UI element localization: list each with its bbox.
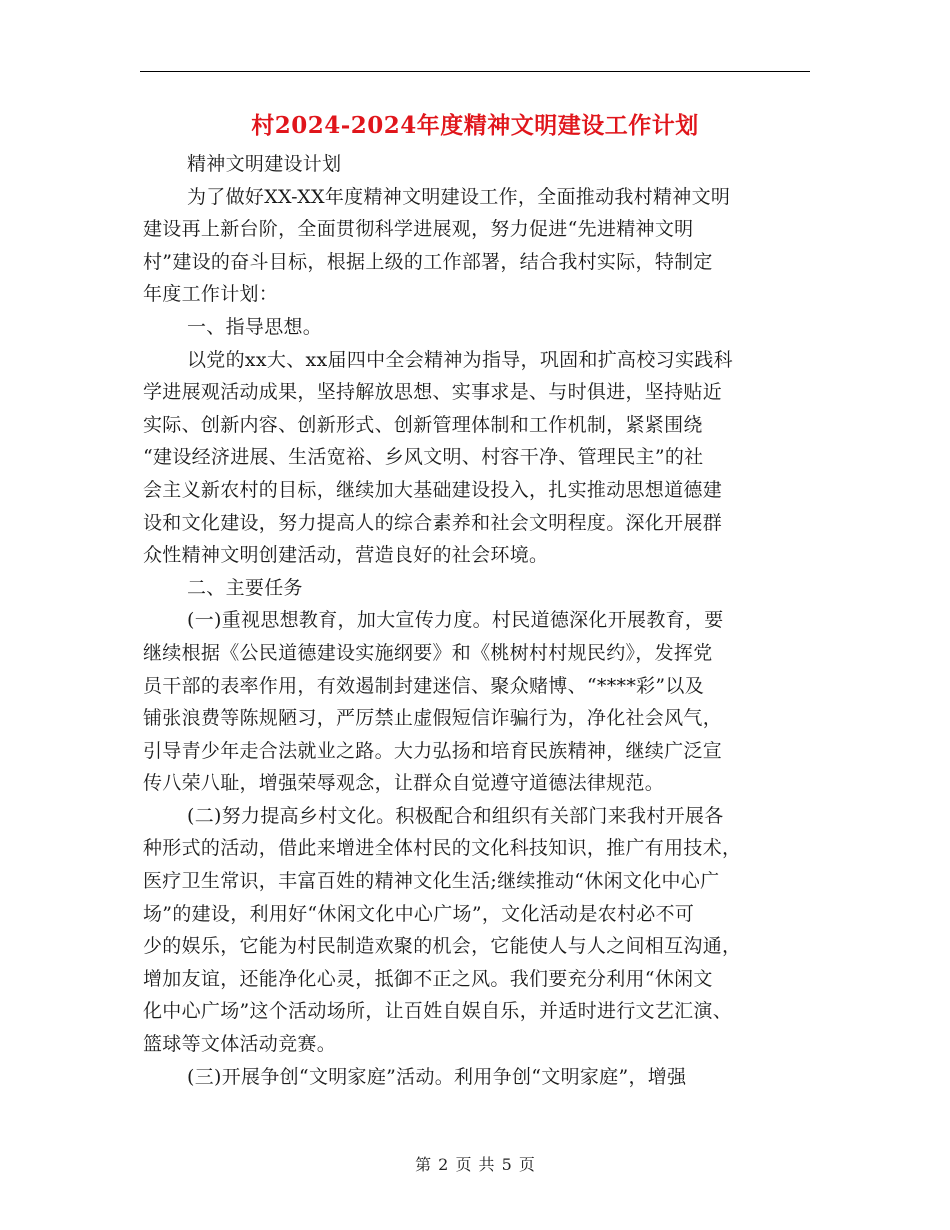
document-body: [143, 148, 815, 1093]
text-line: 实际、创新内容、创新形式、创新管理体制和工作机制，紧紧围绕: [143, 413, 703, 436]
text-line: (三)开展争创“文明家庭”活动。利用争创“文明家庭”，增强: [187, 1065, 687, 1088]
text-line: 学进展观活动成果，坚持解放思想、实事求是、与时俱进，坚持贴近: [143, 381, 723, 404]
text-line: 引导青少年走合法就业之路。大力弘扬和培育民族精神，继续广泛宣: [143, 739, 723, 762]
text-line: 医疗卫生常识，丰富百姓的精神文化生活;继续推动“休闲文化中心广: [143, 870, 720, 893]
text-line: 传八荣八耻，增强荣辱观念，让群众自觉遵守道德法律规范。: [143, 772, 665, 795]
text-line: 种形式的活动，借此来增进全体村民的文化科技知识，推广有用技术，: [143, 837, 742, 860]
text-line: 众性精神文明创建活动，营造良好的社会环境。: [143, 544, 549, 567]
text-line: 设和文化建设，努力提高人的综合素养和社会文明程度。深化开展群: [143, 511, 723, 534]
text-line: “建设经济进展、生活宽裕、乡风文明、村容干净、管理民主”的社: [143, 446, 704, 469]
text-line: 场”的建设，利用好“休闲文化中心广场”，文化活动是农村必不可: [143, 902, 695, 925]
text-line: (二)努力提高乡村文化。积极配合和组织有关部门来我村开展各: [187, 804, 724, 827]
page-footer: 第 2 页 共 5 页: [415, 1155, 535, 1174]
text-line: 继续根据《公民道德建设实施纲要》和《桃树村村规民约》，发挥党: [143, 641, 713, 664]
text-line: 一、指导思想。: [187, 315, 323, 338]
text-line: 铺张浪费等陈规陋习，严厉禁止虚假短信诈骗行为，净化社会风气，: [143, 707, 723, 730]
text-line: 村”建设的奋斗目标，根据上级的工作部署，结合我村实际，特制定: [143, 250, 713, 273]
text-line: 精神文明建设计划: [187, 153, 342, 175]
text-line: 二、主要任务: [187, 576, 303, 599]
text-line: 年度工作计划：: [143, 283, 279, 306]
header-rule: [140, 71, 810, 72]
text-line: 增加友谊，还能净化心灵，抵御不正之风。我们要充分利用“休闲文: [143, 967, 713, 990]
text-line: 篮球等文体活动竞赛。: [143, 1033, 337, 1056]
text-line: 以党的xx大、xx届四中全会精神为指导，巩固和扩高校习实践科: [187, 348, 733, 371]
text-line: 建设再上新台阶，全面贯彻科学进展观，努力促进“先进精神文明: [143, 218, 694, 241]
text-line: 为了做好XX-XX年度精神文明建设工作，全面推动我村精神文明: [187, 185, 731, 208]
text-line: 少的娱乐，它能为村民制造欢聚的机会，它能使人与人之间相互沟通，: [143, 935, 742, 958]
text-line: (一)重视思想教育，加大宣传力度。村民道德深化开展教育，要: [187, 609, 724, 632]
text-line: 员干部的表率作用，有效遏制封建迷信、聚众赌博、“****彩”以及: [143, 674, 705, 697]
text-line: 化中心广场”这个活动场所，让百姓自娱自乐，并适时进行文艺汇演、: [143, 1000, 733, 1023]
text-line: 会主义新农村的目标，继续加大基础建设投入，扎实推动思想道德建: [143, 478, 723, 501]
document-title: 村2024-2024年度精神文明建设工作计划: [251, 112, 699, 139]
